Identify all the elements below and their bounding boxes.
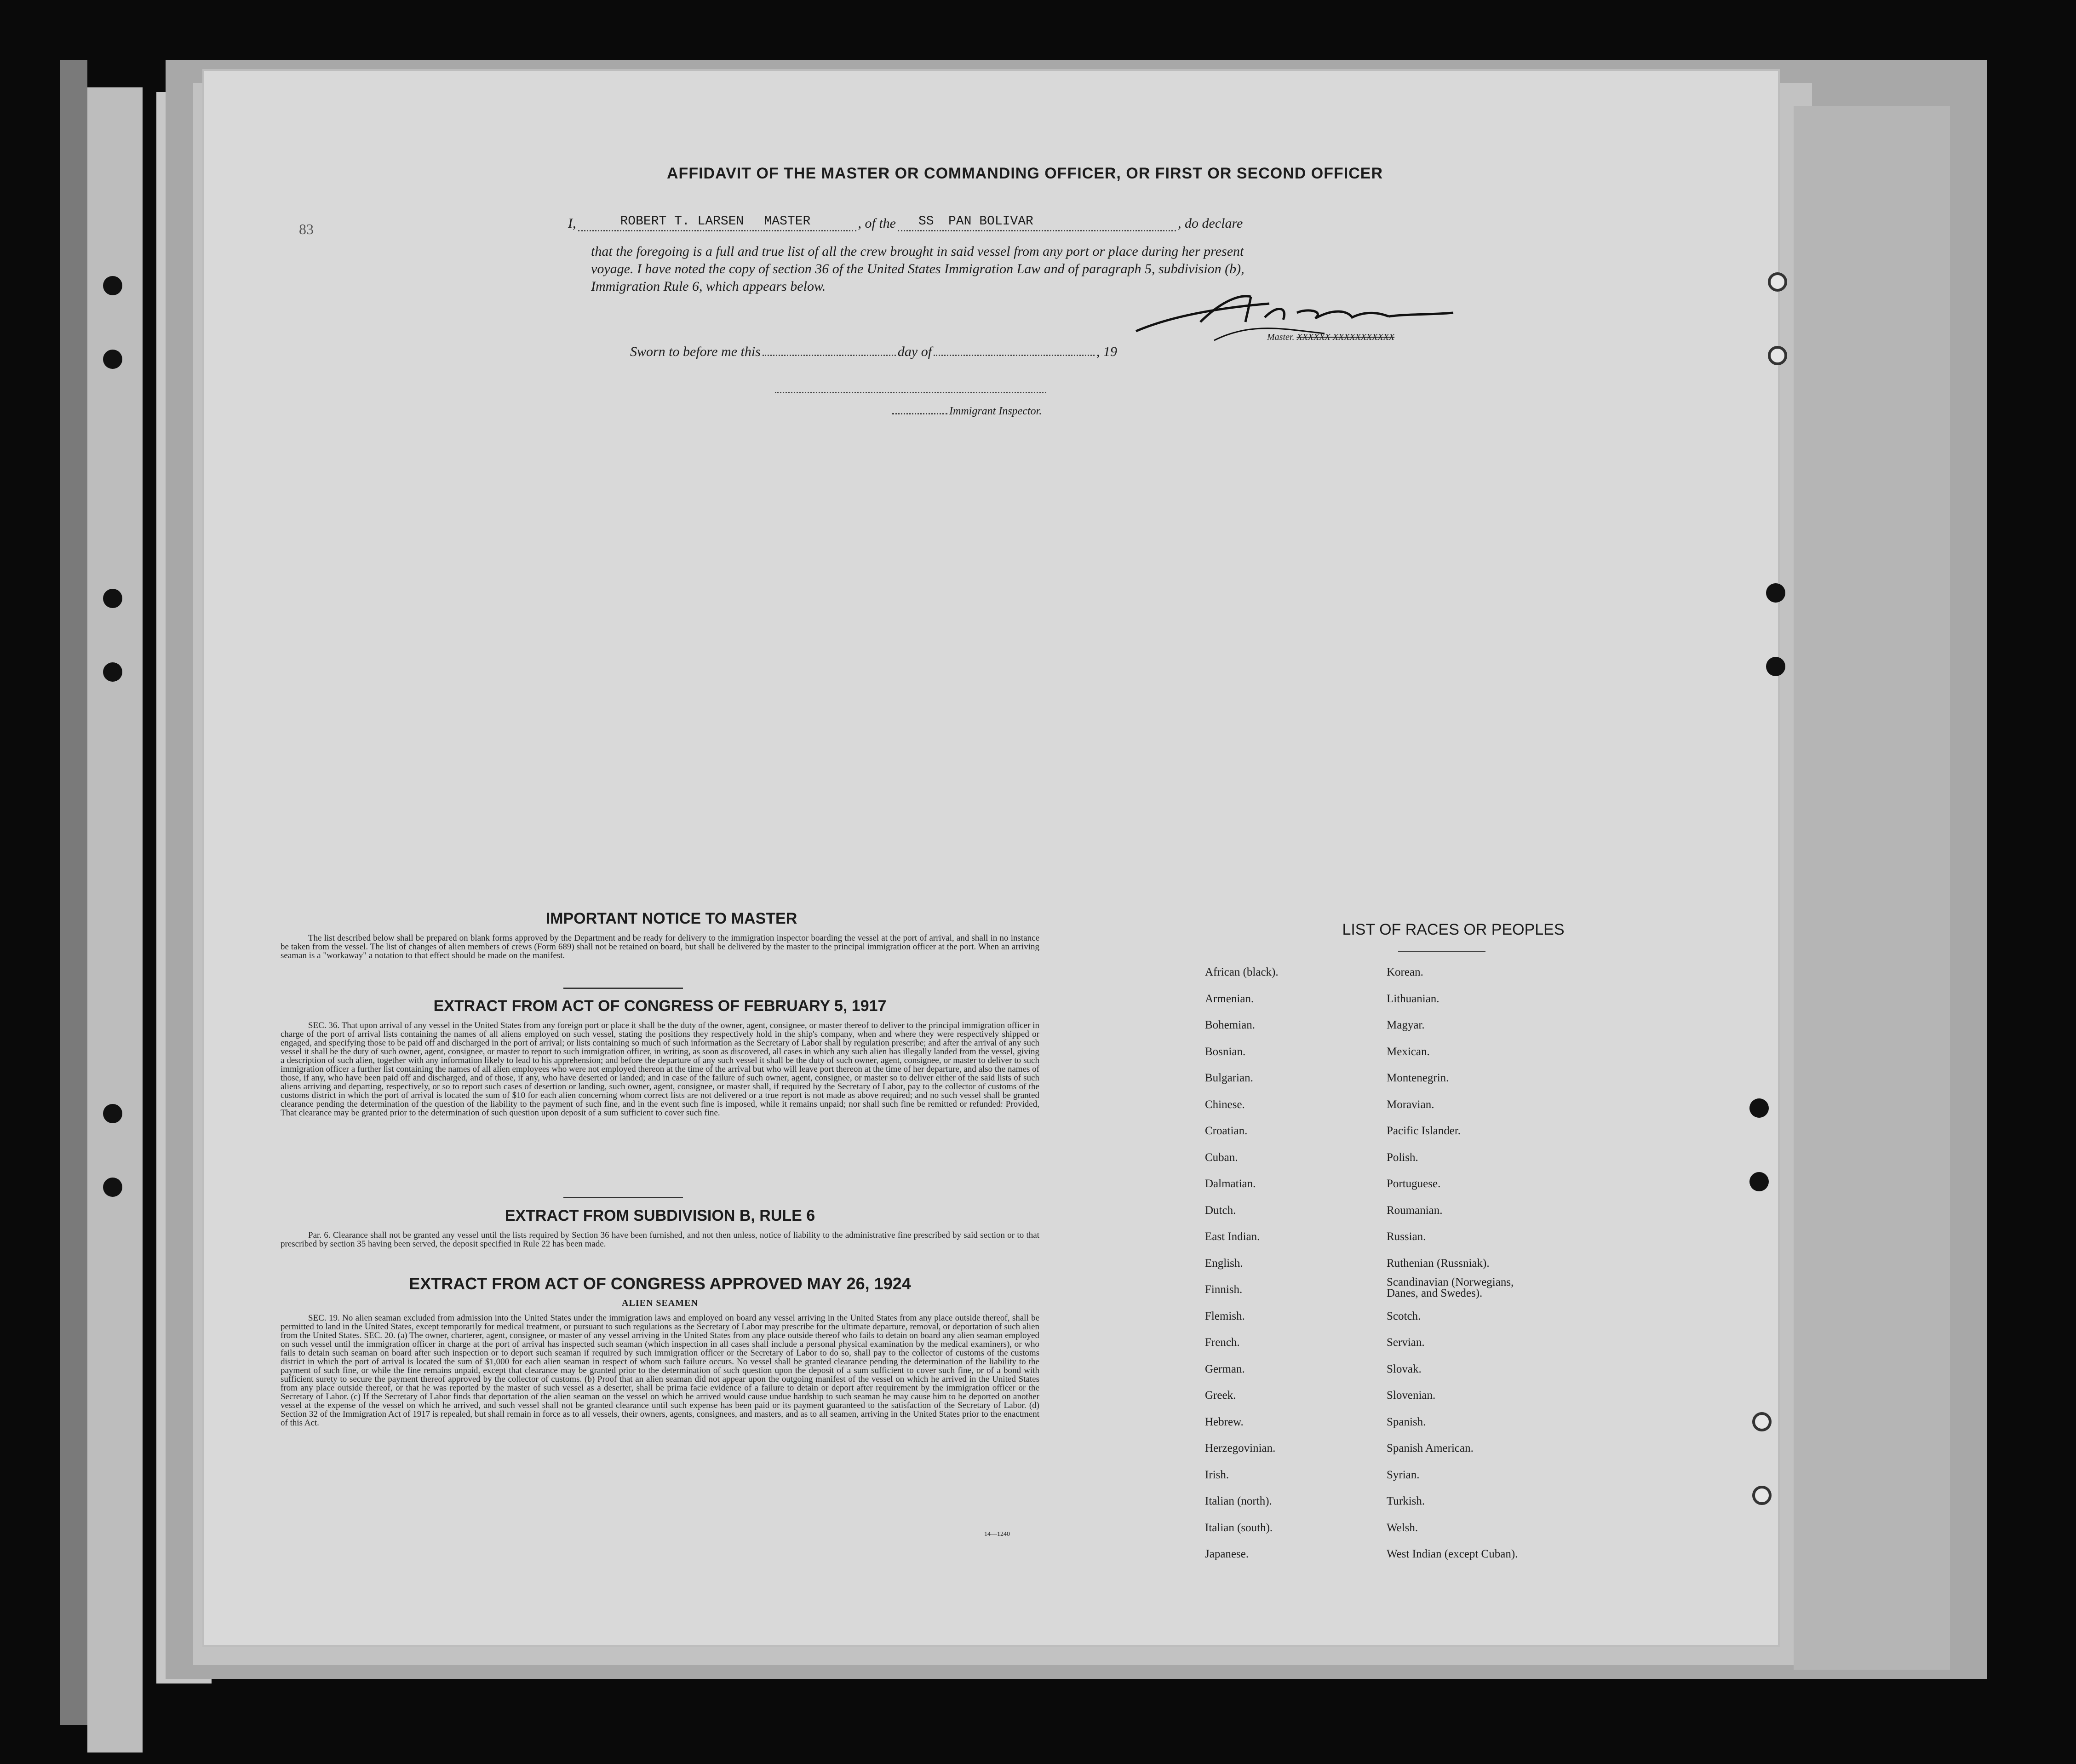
race-item: Lithuanian. bbox=[1387, 992, 1439, 1005]
binder-hole bbox=[103, 1104, 122, 1123]
race-item: Moravian. bbox=[1387, 1098, 1434, 1111]
race-item: Dutch. bbox=[1205, 1204, 1236, 1217]
vessel-prefix: SS bbox=[918, 214, 934, 229]
race-item: Magyar. bbox=[1387, 1019, 1425, 1031]
officer-field bbox=[578, 215, 856, 231]
extract-rule6-title: EXTRACT FROM SUBDIVISION B, RULE 6 bbox=[505, 1207, 815, 1224]
race-item: Pacific Islander. bbox=[1387, 1125, 1461, 1137]
race-item: French. bbox=[1205, 1336, 1240, 1349]
race-item: Servian. bbox=[1387, 1336, 1425, 1349]
race-item: Dalmatian. bbox=[1205, 1178, 1256, 1190]
race-item: Greek. bbox=[1205, 1389, 1236, 1402]
divider bbox=[563, 988, 683, 989]
punch-hole bbox=[1752, 1412, 1772, 1431]
sworn-line bbox=[630, 343, 1117, 360]
race-item: Italian (south). bbox=[1205, 1521, 1273, 1534]
race-item: Finnish. bbox=[1205, 1283, 1243, 1296]
race-item: Ruthenian (Russniak). bbox=[1387, 1257, 1490, 1270]
day-of-label: day of bbox=[897, 344, 932, 359]
extract-1924-subtitle: ALIEN SEAMEN bbox=[622, 1298, 698, 1308]
race-item: Turkish. bbox=[1387, 1495, 1425, 1507]
race-item: Slovak. bbox=[1387, 1362, 1422, 1375]
race-item: Syrian. bbox=[1387, 1468, 1420, 1481]
punch-hole bbox=[1749, 1172, 1769, 1191]
race-item: Welsh. bbox=[1387, 1521, 1418, 1534]
i-label: I, bbox=[568, 216, 576, 231]
binder-hole bbox=[103, 1178, 122, 1197]
race-item: Bohemian. bbox=[1205, 1019, 1256, 1031]
race-item: West Indian (except Cuban). bbox=[1387, 1548, 1518, 1560]
race-item: Flemish. bbox=[1205, 1310, 1245, 1322]
year-label: , 19 bbox=[1096, 344, 1118, 359]
of-the-label: , of the bbox=[858, 216, 896, 231]
race-item: Armenian. bbox=[1205, 992, 1254, 1005]
form-number: 14—1240 bbox=[984, 1531, 1010, 1538]
vessel-field bbox=[898, 215, 1176, 231]
race-item: Bosnian. bbox=[1205, 1045, 1246, 1058]
declare-label: , do declare bbox=[1178, 216, 1243, 231]
race-item: Scandinavian (Norwegians, Danes, and Swedes). bbox=[1387, 1276, 1514, 1299]
race-item: Chinese. bbox=[1205, 1098, 1245, 1111]
notice-text: The list described below shall be prepared on blank forms approved by the Department and be ready for delivery to the immigration inspector boarding the vessel at the port of arrival, and shall in no instance be taken from the vessel. The list of changes of alien members of crews (Form 689) shall not be retained on board, but shall be delivered by the master to the principal immigration officer at the port. When an arriving seaman is a "workaway" a notation to that effect should be made on the manifest. bbox=[281, 933, 1039, 960]
inspector-label: Immigrant Inspector. bbox=[949, 405, 1042, 417]
inspector-line bbox=[892, 404, 1042, 418]
race-item: Croatian. bbox=[1205, 1125, 1248, 1137]
declaration-line-2: that the foregoing is a full and true list of all the crew brought in said vessel from any port or place during her present bbox=[591, 244, 1244, 259]
sworn-month-field bbox=[934, 343, 1095, 356]
race-item: Mexican. bbox=[1387, 1045, 1430, 1058]
race-item: Bulgarian. bbox=[1205, 1072, 1253, 1084]
race-item: African (black). bbox=[1205, 966, 1279, 978]
race-item: Polish. bbox=[1387, 1151, 1418, 1164]
signature-text bbox=[1159, 297, 1238, 320]
extract-1924-text: SEC. 19. No alien seaman excluded from admission into the United States under the immigration laws and employed on board any vessel arriving in the United States from any place outside thereof, shall be permitted to land in the United States, except temporarily for medical treatment, or pursuant to such regulations as the Secretary of Labor may prescribe for the ultimate departure, removal, or deportation of such alien from the United States. SEC. 20. (a) The owner, charterer, agent, consignee, or master of any vessel arriving in the United States from any place outside thereof who fails to detain on board any alien seaman employed on such vessel until the immigration officer in charge at the port of arrival has inspected such seaman (which inspection in all cases shall include a personal physical examination by the medical examiners), or who fails to detain such seaman on board after such inspection or to deport such seaman if required by such immigration officer or the Secretary of Labor to do so, shall pay to the collector of customs of the customs district in which the port of arrival is located the sum of $1,000 for each alien seaman in respect of whom such failure occurs. No vessel shall be granted clearance pending the determination of the liability to the payment of such fine, or while the fine remains unpaid, except that clearance may be granted prior to the determination of such question upon the deposit of a sum sufficient to cover such fine, or of a bond with sufficient surety to secure the payment thereof approved by the collector of customs. (b) Proof that an alien seaman did not appear upon the outgoing manifest of the vessel on which he arrived in the United States from any place outside thereof, or that he was reported by the master of such vessel as a deserter, shall be prima facie evidence of a failure to detain or deport after requirement by the immigration officer or the Secretary of Labor. (c) If the Secretary of Labor finds that deportation of the alien seaman on the vessel on which he arrived would cause undue hardship to such seaman he may cause him to be deported on another vessel at the expense of the vessel on which he arrived, and such vessel shall not be granted clearance until such expense has been paid or its payment guaranteed to the satisfaction of the Secretary of Labor. (d) Section 32 of the Immigration Act of 1917 is repealed, but shall remain in force as to all vessels, their owners, agents, consignees, and masters, and as to all seamen, arriving in the United States prior to the enactment of this Act. bbox=[281, 1313, 1039, 1428]
race-item: East Indian. bbox=[1205, 1230, 1260, 1243]
race-item: German. bbox=[1205, 1362, 1245, 1375]
punch-hole bbox=[1768, 272, 1787, 292]
vessel-name: PAN BOLIVAR bbox=[948, 214, 1033, 229]
race-item: Hebrew. bbox=[1205, 1415, 1244, 1428]
race-item: Slovenian. bbox=[1387, 1389, 1436, 1402]
punch-hole bbox=[1766, 657, 1785, 676]
struck-caption: XXXXXX XXXXXXXXXXX bbox=[1296, 332, 1395, 342]
binder-strip bbox=[60, 60, 87, 1725]
extract-1917-title: EXTRACT FROM ACT OF CONGRESS OF FEBRUARY 5, 1917 bbox=[433, 997, 887, 1015]
race-item: Korean. bbox=[1387, 966, 1423, 978]
officer-rank: MASTER bbox=[764, 214, 811, 229]
sworn-day-field bbox=[763, 343, 896, 356]
race-item: Herzegovinian. bbox=[1205, 1442, 1276, 1454]
punch-hole bbox=[1768, 346, 1787, 365]
race-item: Irish. bbox=[1205, 1468, 1229, 1481]
race-item: Japanese. bbox=[1205, 1548, 1249, 1560]
sworn-label: Sworn to before me this bbox=[630, 344, 761, 359]
margin-mark: 83 bbox=[299, 221, 314, 237]
binder-hole bbox=[103, 662, 122, 682]
officer-name: ROBERT T. LARSEN bbox=[620, 214, 744, 229]
extract-rule6-text: Par. 6. Clearance shall not be granted any vessel until the lists required by Section 36 have been furnished, and not then unless, notice of liability to the administrative fine prescribed by said section or to that prescribed by section 35 having been served, the deposit specified in Rule 22 has been made. bbox=[281, 1230, 1039, 1249]
race-item: Roumanian. bbox=[1387, 1204, 1443, 1217]
notice-title: IMPORTANT NOTICE TO MASTER bbox=[545, 910, 797, 927]
race-item: Portuguese. bbox=[1387, 1178, 1441, 1190]
divider bbox=[563, 1197, 683, 1198]
race-item: Russian. bbox=[1387, 1230, 1426, 1243]
declaration-line-3: voyage. I have noted the copy of section 36 of the United States Immigration Law and of paragraph 5, subdivision (b), bbox=[591, 261, 1244, 276]
underlying-sheet-edge bbox=[87, 87, 143, 1753]
race-item: English. bbox=[1205, 1257, 1243, 1270]
inspector-signature-line bbox=[775, 391, 1046, 393]
race-item: Montenegrin. bbox=[1387, 1072, 1449, 1084]
race-item: Spanish. bbox=[1387, 1415, 1426, 1428]
binder-hole bbox=[103, 350, 122, 369]
master-caption: Master. bbox=[1267, 332, 1295, 342]
race-item: Scotch. bbox=[1387, 1310, 1421, 1322]
extract-1924-title: EXTRACT FROM ACT OF CONGRESS APPROVED MAY 26, 1924 bbox=[409, 1274, 911, 1293]
declaration-line-1 bbox=[568, 215, 1243, 231]
binder-hole bbox=[103, 589, 122, 608]
punch-hole bbox=[1749, 1098, 1769, 1118]
punch-hole bbox=[1766, 583, 1785, 603]
signature-caption bbox=[1267, 332, 1394, 343]
affidavit-page bbox=[202, 69, 1780, 1647]
race-item: Cuban. bbox=[1205, 1151, 1238, 1164]
race-item: Spanish American. bbox=[1387, 1442, 1474, 1454]
underlying-sheet-edge-right bbox=[1794, 106, 1950, 1670]
punch-hole bbox=[1752, 1486, 1772, 1505]
extract-1917-text: SEC. 36. That upon arrival of any vessel in the United States from any foreign port or place it shall be the duty of the owner, agent, consignee, or master thereof to deliver to the principal immigration officer in charge of the port of arrival lists containing the names of all aliens employed on such vessel, stating the positions they respectively hold in the ship's company, when and where they were respectively shipped or engaged, and specifying those to be paid off and discharged in the port of arrival; or lists containing so much of such information as the Secretary of Labor shall by regulation prescribe; and after the arrival of any such vessel it shall be the duty of such owner, agent, consignee, or master to report to such immigration officer, in writing, as soon as discovered, all cases in which any such alien has illegally landed from the vessel, giving a description of such alien, together with any information likely to lead to his apprehension; and before the departure of any such vessel it shall be the duty of such owner, agent, consignee, or master to deliver to such immigration officer a further list containing the names of all alien employees who were not employed thereon at the time of the arrival but who will leave port thereon at the time of her departure, and also the names of those, if any, who have been paid off and discharged, and of those, if any, who have deserted or landed; and in case of the failure of such owner, agent, consignee, or master so to deliver either of the said lists of such aliens arriving and departing, respectively, or so to report such cases of desertion or landing, such owner, agent, consignee, or master shall, if required by the Secretary of Labor, pay to the collector of customs of the customs district in which the port of arrival is located the sum of $10 for each alien concerning whom correct lists are not delivered or a true report is not made as above required; and no such vessel shall be granted clearance pending the determination of the question of the liability to the payment of such fine, and in the event such fine is imposed, while it remains unpaid; nor shall such fine be remitted or refunded: Provided, That clearance may be granted prior to the determination of such question upon deposit of a sum sufficient to cover such fine. bbox=[281, 1021, 1039, 1118]
divider bbox=[1398, 951, 1485, 952]
race-item: Italian (north). bbox=[1205, 1495, 1272, 1507]
inspector-dots bbox=[892, 404, 947, 414]
affidavit-title: AFFIDAVIT OF THE MASTER OR COMMANDING OFFICER, OR FIRST OR SECOND OFFICER bbox=[667, 165, 1383, 182]
races-title: LIST OF RACES OR PEOPLES bbox=[1342, 921, 1565, 938]
binder-hole bbox=[103, 276, 122, 295]
declaration-line-4: Immigration Rule 6, which appears below. bbox=[591, 279, 826, 294]
